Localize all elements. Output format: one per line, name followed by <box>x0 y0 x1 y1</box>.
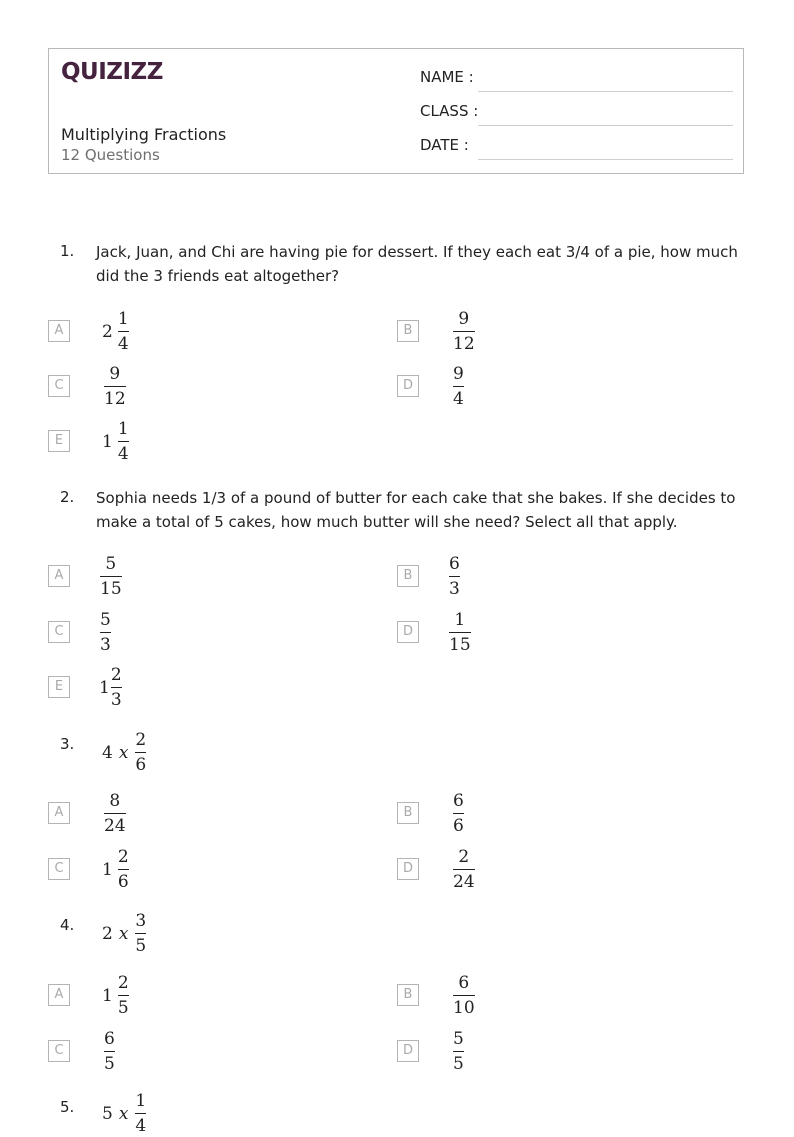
numerator: 1 <box>117 309 129 329</box>
fraction <box>135 910 146 957</box>
numerator: 6 <box>104 1029 115 1049</box>
answer-option <box>449 553 460 600</box>
option-letter-box[interactable]: D <box>397 858 419 880</box>
denominator: 4 <box>117 334 129 354</box>
answer-option <box>453 846 475 893</box>
option-letter-box[interactable]: A <box>48 320 70 342</box>
option-letter-box[interactable]: E <box>48 430 70 452</box>
numerator: 2 <box>135 730 147 750</box>
question-expression <box>102 1090 146 1137</box>
denominator: 3 <box>100 635 111 655</box>
denominator: 4 <box>117 444 129 464</box>
fraction <box>135 1090 146 1137</box>
date-field <box>420 136 733 160</box>
quizizz-logo: QUIZIZZ <box>61 59 163 85</box>
answer-option <box>104 790 126 837</box>
fraction <box>449 609 471 656</box>
denominator: 5 <box>104 1054 115 1074</box>
numerator: 1 <box>135 1091 147 1111</box>
whole-number: 1 <box>102 859 113 880</box>
fraction <box>100 553 122 600</box>
worksheet-title: Multiplying Fractions <box>61 125 227 144</box>
question-expression <box>102 910 146 957</box>
numerator: 9 <box>458 309 470 329</box>
name-field <box>420 68 733 92</box>
answer-option <box>453 972 475 1019</box>
numerator: 6 <box>458 973 470 993</box>
answer-option <box>102 846 129 893</box>
numerator: 9 <box>453 364 464 384</box>
fraction <box>111 664 122 711</box>
numerator: 1 <box>454 610 466 630</box>
numerator: 1 <box>117 419 129 439</box>
denominator: 5 <box>135 936 147 956</box>
fraction <box>453 1028 464 1075</box>
times-operator: x <box>118 1103 129 1124</box>
numerator: 6 <box>453 791 464 811</box>
times-operator: x <box>118 923 129 944</box>
name-line <box>478 91 733 92</box>
option-letter-box[interactable]: B <box>397 984 419 1006</box>
answer-option <box>102 308 129 355</box>
answer-option <box>449 609 471 656</box>
numerator: 5 <box>453 1029 464 1049</box>
option-letter-box[interactable]: A <box>48 565 70 587</box>
denominator: 24 <box>453 872 475 892</box>
question-number: 5. <box>60 1098 75 1116</box>
fraction <box>453 972 475 1019</box>
fraction <box>100 609 111 656</box>
denominator: 15 <box>449 635 471 655</box>
denominator: 6 <box>453 816 464 836</box>
worksheet-header <box>48 48 744 174</box>
fraction <box>453 308 475 355</box>
denominator: 4 <box>453 389 464 409</box>
numerator: 8 <box>109 791 121 811</box>
whole-number: 2 <box>102 321 113 342</box>
whole-number: 1 <box>102 985 113 1006</box>
denominator: 6 <box>135 755 147 775</box>
answer-option <box>453 308 475 355</box>
whole-number: 1 <box>99 677 110 698</box>
answer-option <box>104 363 126 410</box>
fraction <box>118 972 129 1019</box>
fraction <box>104 1028 115 1075</box>
answer-option <box>453 1028 464 1075</box>
class-line <box>478 125 733 126</box>
option-letter-box[interactable]: D <box>397 375 419 397</box>
denominator: 15 <box>100 579 122 599</box>
denominator: 5 <box>453 1054 464 1074</box>
date-label: DATE : <box>420 136 469 154</box>
denominator: 6 <box>117 872 129 892</box>
numerator: 2 <box>458 847 470 867</box>
numerator: 2 <box>117 847 129 867</box>
option-letter-box[interactable]: C <box>48 621 70 643</box>
fraction <box>104 790 126 837</box>
fraction <box>449 553 460 600</box>
answer-option <box>100 609 111 656</box>
numerator: 5 <box>100 610 111 630</box>
option-letter-box[interactable]: D <box>397 1040 419 1062</box>
question-text: Sophia needs 1/3 of a pound of butter for each cake that she bakes. If she decides to make a total of 5 cakes, how much butter will she need? Select all that apply. <box>96 489 736 531</box>
numerator: 5 <box>105 554 117 574</box>
fraction <box>453 363 464 410</box>
answer-option <box>100 553 122 600</box>
numerator: 2 <box>117 973 129 993</box>
denominator: 3 <box>110 690 122 710</box>
fraction <box>118 846 129 893</box>
question-number: 4. <box>60 916 75 934</box>
fraction <box>453 846 475 893</box>
denominator: 12 <box>453 334 475 354</box>
question-number: 1. <box>60 242 75 260</box>
times-operator: x <box>118 742 129 763</box>
answer-option <box>99 664 122 711</box>
option-letter-box[interactable]: B <box>397 565 419 587</box>
fraction <box>453 790 464 837</box>
option-letter-box[interactable]: C <box>48 1040 70 1062</box>
answer-option <box>104 1028 115 1075</box>
whole-number: 5 <box>102 1103 113 1124</box>
answer-option <box>453 363 464 410</box>
denominator: 3 <box>449 579 460 599</box>
denominator: 10 <box>453 998 475 1018</box>
denominator: 5 <box>117 998 129 1018</box>
option-letter-box[interactable]: E <box>48 676 70 698</box>
date-line <box>478 159 733 160</box>
option-letter-box[interactable]: A <box>48 984 70 1006</box>
option-letter-box[interactable]: B <box>397 802 419 824</box>
question-text: Jack, Juan, and Chi are having pie for dessert. If they each eat 3/4 of a pie, how much did the 3 friends eat altogether? <box>96 243 738 285</box>
fraction <box>118 418 129 465</box>
fraction <box>104 363 126 410</box>
option-letter-box[interactable]: B <box>397 320 419 342</box>
fraction <box>135 729 146 776</box>
option-letter-box[interactable]: D <box>397 621 419 643</box>
option-letter-box[interactable]: A <box>48 802 70 824</box>
denominator: 24 <box>104 816 126 836</box>
class-field <box>420 102 733 126</box>
class-label: CLASS : <box>420 102 479 120</box>
question-count: 12 Questions <box>61 146 160 164</box>
option-letter-box[interactable]: C <box>48 858 70 880</box>
whole-number: 4 <box>102 742 113 763</box>
numerator: 6 <box>449 554 460 574</box>
numerator: 9 <box>109 364 121 384</box>
question-number: 2. <box>60 488 75 506</box>
question-expression <box>102 729 146 776</box>
fraction <box>118 308 129 355</box>
answer-option <box>102 418 129 465</box>
denominator: 12 <box>104 389 126 409</box>
answer-option <box>453 790 464 837</box>
answer-option <box>102 972 129 1019</box>
whole-number: 1 <box>102 431 113 452</box>
numerator: 2 <box>110 665 122 685</box>
question-number: 3. <box>60 735 75 753</box>
denominator: 4 <box>135 1116 147 1136</box>
option-letter-box[interactable]: C <box>48 375 70 397</box>
whole-number: 2 <box>102 923 113 944</box>
numerator: 3 <box>135 911 147 931</box>
name-label: NAME : <box>420 68 474 86</box>
